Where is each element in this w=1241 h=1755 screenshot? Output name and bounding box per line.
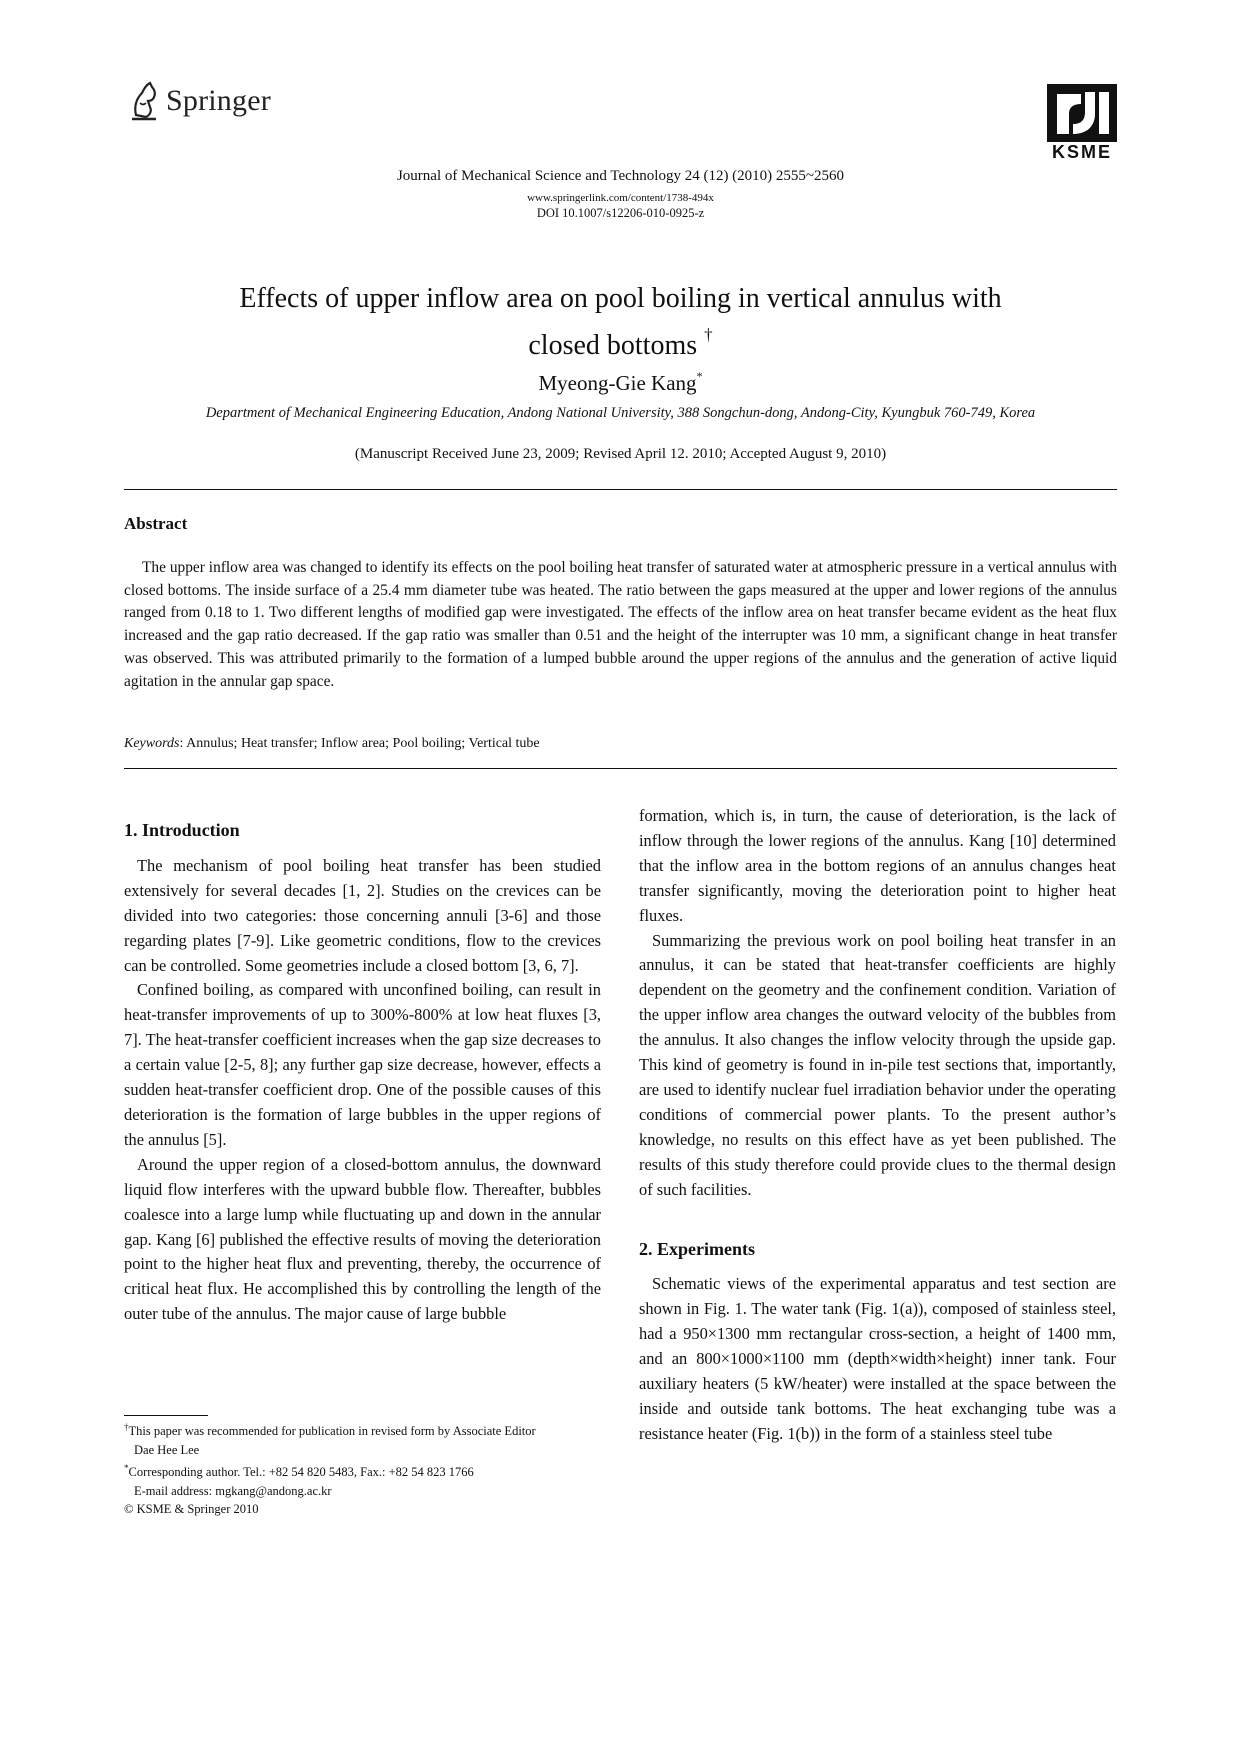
intro-paragraph-5: Summarizing the previous work on pool boiling heat transfer in an annulus, it can be stated that heat-transfer coefficients are highly dependent on the geometry and the confinement condition. Variation of the upper inflow area changes the outward velocity of the bubbles from the annulus. It also changes the inflow velocity through the upside gap. This kind of geometry is found in in-pile test sections that, importantly, are used to identify nuclear fuel irradiation behavior under the operating conditions of commercial power plants. To the present author’s knowledge, no results on this effect have as yet been published. The results of this study therefore could provide clues to the thermal design of such facilities. [639, 930, 1116, 1199]
intro-paragraph-3: Around the upper region of a closed-bottom annulus, the downward liquid flow interferes with the upward bubble flow. Thereafter, bubbles coalesce into a large lump while fluctuating up and down in the annular gap. Kang [6] published the effective results of moving the deterioration point to the higher heat flux and preventing, thereby, the occurrence of critical heat flux. He accomplished this by controlling the length of the outer tube of the annulus. The major cause of large bubble [124, 1154, 601, 1324]
footnote-2-line-1: Corresponding author. Tel.: +82 54 820 5483, Fax.: +82 54 823 1766 [128, 1465, 474, 1479]
springer-logo [128, 78, 271, 124]
experiments-paragraph-1: Schematic views of the experimental apparatus and test section are shown in Fig. 1. The water tank (Fig. 1(a)), composed of stainless steel, had a 950×1300 mm rectangular cross-section, a height of 1400 mm, and an 800×1000×1100 mm (depth×width×height) inner tank. Four auxiliary heaters (5 kW/heater) were installed at the space between the inside and outside tank bottoms. The heat exchanging tube was a resistance heater (Fig. 1(b)) in the form of a stainless steel tube [639, 1274, 1116, 1443]
copyright: © KSME & Springer 2010 [124, 1502, 259, 1516]
abstract-bottom-rule [124, 768, 1117, 769]
intro-heading: 1. Introduction [124, 820, 240, 840]
footnote-rule [124, 1415, 208, 1416]
footnote-2-mark: * [124, 1463, 129, 1473]
footnote-2-email: E-mail address: mgkang@andong.ac.kr [134, 1483, 332, 1498]
ksme-label: KSME [1051, 142, 1112, 162]
ksme-logo [1047, 84, 1117, 163]
footnote-1-mark: † [124, 1422, 129, 1432]
footnote-1-line-2: Dae Hee Lee [134, 1442, 200, 1457]
intro-paragraph-1: The mechanism of pool boiling heat transfer has been studied extensively for several decades [1, 2]. Studies on the crevices can be divided into two categories: those concerning annuli [3-6] and those regarding plates [7-9]. Like geometric conditions, flow to the crevices can be controlled. Some geometries include a closed bottom [3, 6, 7]. [124, 855, 601, 975]
ksme-mark-icon [1047, 84, 1117, 142]
title-line-2 [0, 317, 1241, 364]
footnote-2 [124, 1459, 614, 1482]
author-mark: * [696, 369, 703, 383]
top-rule [124, 489, 1117, 490]
abstract-text: The upper inflow area was changed to identify its effects on the pool boiling heat transfer of saturated water at atmospheric pressure in a vertical annulus with closed bottoms. The inside surface of a 25.4 mm diameter tube was heated. The ratio between the gaps measured at the upper and lower regions of the annulus ranged from 0.18 to 1. Two different lengths of modified gap were investigated. The effects of the inflow area on heat transfer became evident as the heat flux increased and the gap ratio decreased. If the gap ratio was smaller than 0.51 and the height of the interrupter was 10 mm, a significant change in heat transfer was observed. This was attributed primarily to the formation of a lumped bubble around the upper regions of the annulus and the generation of active liquid agitation in the annular gap space. [124, 559, 1117, 690]
keywords [124, 736, 540, 752]
springer-horse-icon [128, 79, 162, 123]
author-name: Myeong-Gie Kang [538, 371, 697, 395]
publisher-name: Springer [166, 84, 271, 117]
title-line-1: Effects of upper inflow area on pool boiling in vertical annulus with [239, 283, 1002, 314]
right-column [639, 804, 1116, 1447]
journal-url: www.springerlink.com/content/1738-494x [527, 192, 714, 204]
intro-paragraph-4: formation, which is, in turn, the cause of deterioration, is the lack of inflow through the lower regions of the annulus. Kang [10] determined that the inflow area in the bottom regions of an annulus changes heat transfer significantly, moving the deterioration point to higher heat fluxes. [639, 806, 1116, 925]
footnote-1-line-1: This paper was recommended for publication in revised form by Associate Editor [128, 1424, 536, 1438]
manuscript-dates: (Manuscript Received June 23, 2009; Revised April 12. 2010; Accepted August 9, 2010) [354, 446, 887, 462]
experiments-heading: 2. Experiments [639, 1238, 755, 1259]
journal-citation: Journal of Mechanical Science and Technology 24 (12) (2010) 2555~2560 [396, 168, 845, 184]
paper-title [0, 281, 1241, 364]
author [0, 369, 1241, 396]
doi: DOI 10.1007/s12206-010-0925-z [536, 206, 705, 220]
footnotes [124, 1418, 614, 1519]
keywords-list: : Annulus; Heat transfer; Inflow area; Pool boiling; Vertical tube [179, 736, 540, 751]
left-column [124, 818, 601, 1327]
affiliation: Department of Mechanical Engineering Education, Andong National University, 388 Songchun-dong, Andong-City, Kyungbuk 760-749, Korea [205, 405, 1036, 421]
title-dagger: † [704, 325, 713, 344]
title-line-2-text: closed bottoms [528, 330, 698, 361]
footnote-1 [124, 1418, 614, 1441]
intro-paragraph-2: Confined boiling, as compared with unconfined boiling, can result in heat-transfer improvements of up to 300%-800% at low heat fluxes [3, 7]. The heat-transfer coefficient increases when the gap size decreases to a certain value [2-5, 8]; any further gap size decrease, however, effects a sudden heat-transfer coefficient drop. One of the possible causes of this deterioration is the formation of large bubbles in the upper regions of the annulus [5]. [124, 980, 601, 1149]
abstract-heading: Abstract [124, 514, 188, 533]
keywords-label: Keywords [124, 736, 180, 751]
